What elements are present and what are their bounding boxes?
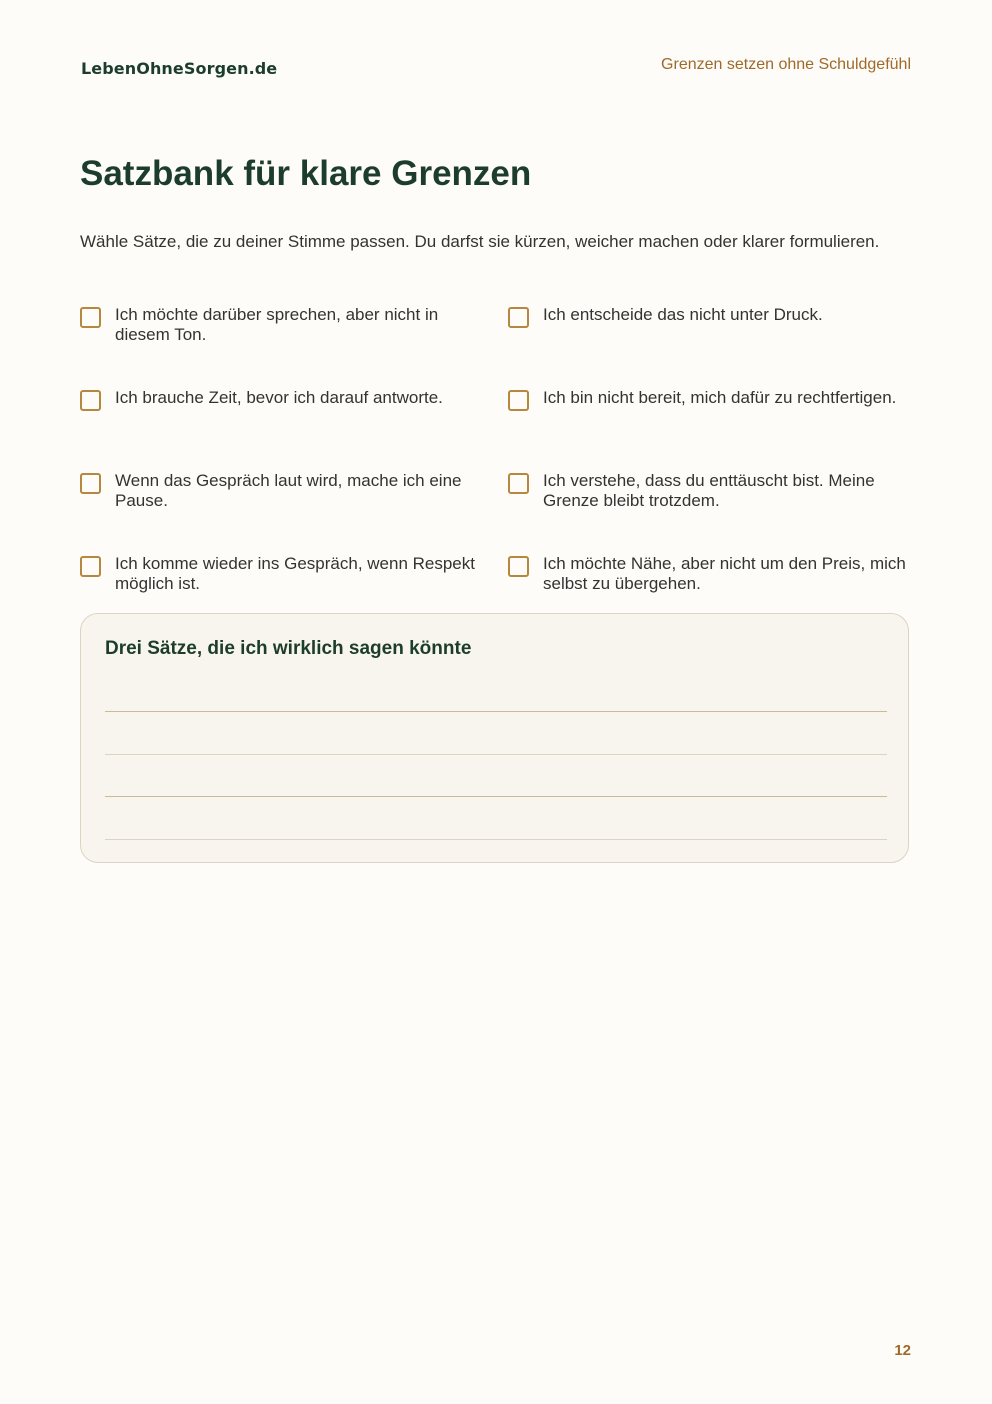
writing-line[interactable] [105,711,887,712]
checkbox[interactable] [508,556,529,577]
sentence-option-text: Wenn das Gespräch laut wird, mache ich eine Pause. [115,471,462,510]
sentence-option[interactable] [80,388,508,471]
sentence-option-text: Ich entscheide das nicht unter Druck. [543,305,823,324]
sentence-option[interactable] [80,305,508,388]
writing-line[interactable] [105,754,887,755]
checkbox[interactable] [80,390,101,411]
sentence-option[interactable] [80,471,508,554]
checkbox[interactable] [508,307,529,328]
checkbox[interactable] [80,556,101,577]
intro-text: Wähle Sätze, die zu deiner Stimme passen. Du darfst sie kürzen, weicher machen oder klarer formulieren. [80,232,880,251]
sentence-option-text: Ich verstehe, dass du enttäuscht bist. Meine Grenze bleibt trotzdem. [543,471,875,510]
writing-line[interactable] [105,796,887,797]
writing-line[interactable] [105,839,887,840]
checkbox[interactable] [80,473,101,494]
checkbox[interactable] [508,390,529,411]
sentence-option-text: Ich möchte darüber sprechen, aber nicht in diesem Ton. [115,305,439,344]
sentence-option-text: Ich möchte Nähe, aber nicht um den Preis, mich selbst zu übergehen. [543,554,906,593]
brand-logo-text: LebenOhneSorgen.de [81,59,278,78]
checkbox[interactable] [508,473,529,494]
writing-card-title: Drei Sätze, die ich wirklich sagen könnte [105,638,472,659]
sentence-option-text: Ich brauche Zeit, bevor ich darauf antworte. [115,388,443,407]
writing-card [80,613,909,863]
page-number: 12 [894,1342,911,1359]
sentence-option-text: Ich bin nicht bereit, mich dafür zu rechtfertigen. [543,388,897,407]
checkbox[interactable] [80,307,101,328]
sentence-option[interactable] [508,388,912,471]
sentence-option-text: Ich komme wieder ins Gespräch, wenn Respekt möglich ist. [115,554,475,593]
sentence-option[interactable] [508,305,912,388]
running-head: Grenzen setzen ohne Schuldgefühl [661,56,911,73]
sentence-option[interactable] [508,471,912,554]
page-title: Satzbank für klare Grenzen [80,154,532,193]
sentence-bank [80,305,912,637]
